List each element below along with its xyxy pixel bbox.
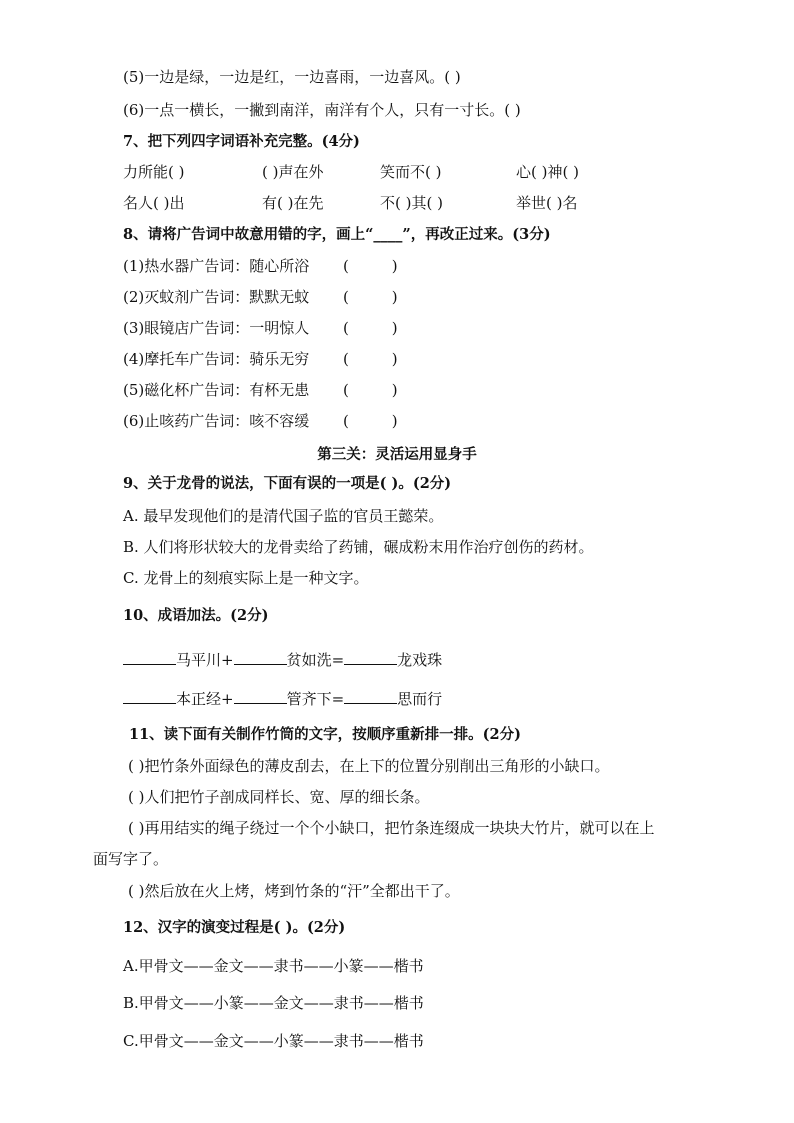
idiom-sum-row-2 bbox=[123, 687, 442, 709]
fill-blank bbox=[344, 687, 397, 704]
ad-item-6: (6)止咳药广告词：咳不容缓 bbox=[123, 412, 310, 430]
idiom-sum-row-1 bbox=[123, 648, 442, 670]
ad-answer-4: ( ) bbox=[343, 350, 398, 368]
question-12-title: 12、汉字的演变过程是( )。(2分) bbox=[123, 919, 346, 936]
idiom-part: 管齐下= bbox=[286, 690, 345, 708]
idiom-blank-6: 有( )在先 bbox=[262, 194, 324, 212]
idiom-blank-5: 名人( )出 bbox=[123, 194, 185, 212]
sequence-item-3-cont: 面写字了。 bbox=[93, 850, 169, 868]
idiom-part: 贫如洗= bbox=[286, 651, 345, 669]
ad-item-5: (5)磁化杯广告词：有杯无患 bbox=[123, 381, 310, 399]
idiom-blank-4: 心( )神( ) bbox=[516, 163, 579, 181]
ad-item-4: (4)摩托车广告词：骑乐无穷 bbox=[123, 350, 310, 368]
riddle-item-6: (6)一点一横长，一撇到南洋，南洋有个人，只有一寸长。( ) bbox=[123, 101, 521, 119]
q9-option-a: A. 最早发现他们的是清代国子监的官员王懿荣。 bbox=[123, 507, 444, 525]
ad-answer-1: ( ) bbox=[343, 257, 398, 275]
ad-answer-2: ( ) bbox=[343, 288, 398, 306]
sequence-item-2: ( )人们把竹子剖成同样长、宽、厚的细长条。 bbox=[128, 788, 430, 806]
sequence-item-3: ( )再用结实的绳子绕过一个个小缺口，把竹条连缀成一块块大竹片，就可以在上 bbox=[128, 819, 655, 837]
ad-item-3: (3)眼镜店广告词：一明惊人 bbox=[123, 319, 310, 337]
question-9-title: 9、关于龙骨的说法，下面有误的一项是( )。(2分) bbox=[123, 475, 452, 492]
ad-answer-5: ( ) bbox=[343, 381, 398, 399]
fill-blank bbox=[123, 687, 176, 704]
idiom-part: 思而行 bbox=[397, 690, 443, 708]
riddle-item-5: (5)一边是绿，一边是红，一边喜雨，一边喜风。( ) bbox=[123, 68, 461, 86]
q12-option-c: C.甲骨文——金文——小篆——隶书——楷书 bbox=[123, 1032, 424, 1050]
idiom-blank-1: 力所能( ) bbox=[123, 163, 185, 181]
fill-blank bbox=[234, 687, 287, 704]
ad-item-1: (1)热水器广告词：随心所浴 bbox=[123, 257, 310, 275]
question-11-title: 11、读下面有关制作竹筒的文字，按顺序重新排一排。(2分) bbox=[129, 726, 521, 743]
ad-answer-3: ( ) bbox=[343, 319, 398, 337]
idiom-blank-3: 笑而不( ) bbox=[380, 163, 442, 181]
fill-blank bbox=[234, 648, 287, 665]
fill-blank bbox=[123, 648, 176, 665]
ad-answer-6: ( ) bbox=[343, 412, 398, 430]
question-7-title: 7、把下列四字词语补充完整。(4分) bbox=[123, 133, 360, 150]
idiom-part: 本正经+ bbox=[176, 690, 234, 708]
ad-item-2: (2)灭蚊剂广告词：默默无蚊 bbox=[123, 288, 310, 306]
section-3-heading: 第三关：灵活运用显身手 bbox=[317, 446, 477, 463]
q9-option-c: C. 龙骨上的刻痕实际上是一种文字。 bbox=[123, 569, 369, 587]
question-10-title: 10、成语加法。(2分) bbox=[123, 607, 269, 624]
idiom-part: 马平川+ bbox=[176, 651, 234, 669]
sequence-item-4: ( )然后放在火上烤，烤到竹条的“汗”全都出干了。 bbox=[128, 882, 460, 900]
idiom-blank-2: ( )声在外 bbox=[262, 163, 324, 181]
q9-option-b: B. 人们将形状较大的龙骨卖给了药铺，碾成粉末用作治疗创伤的药材。 bbox=[123, 538, 594, 556]
question-8-title: 8、请将广告词中故意用错的字，画上“____”，再改正过来。(3分) bbox=[123, 226, 551, 243]
idiom-part: 龙戏珠 bbox=[397, 651, 443, 669]
idiom-blank-7: 不( )其( ) bbox=[380, 194, 443, 212]
q12-option-a: A.甲骨文——金文——隶书——小篆——楷书 bbox=[123, 957, 424, 975]
q12-option-b: B.甲骨文——小篆——金文——隶书——楷书 bbox=[123, 994, 424, 1012]
fill-blank bbox=[344, 648, 397, 665]
idiom-blank-8: 举世( )名 bbox=[516, 194, 578, 212]
sequence-item-1: ( )把竹条外面绿色的薄皮刮去，在上下的位置分别削出三角形的小缺口。 bbox=[128, 757, 610, 775]
